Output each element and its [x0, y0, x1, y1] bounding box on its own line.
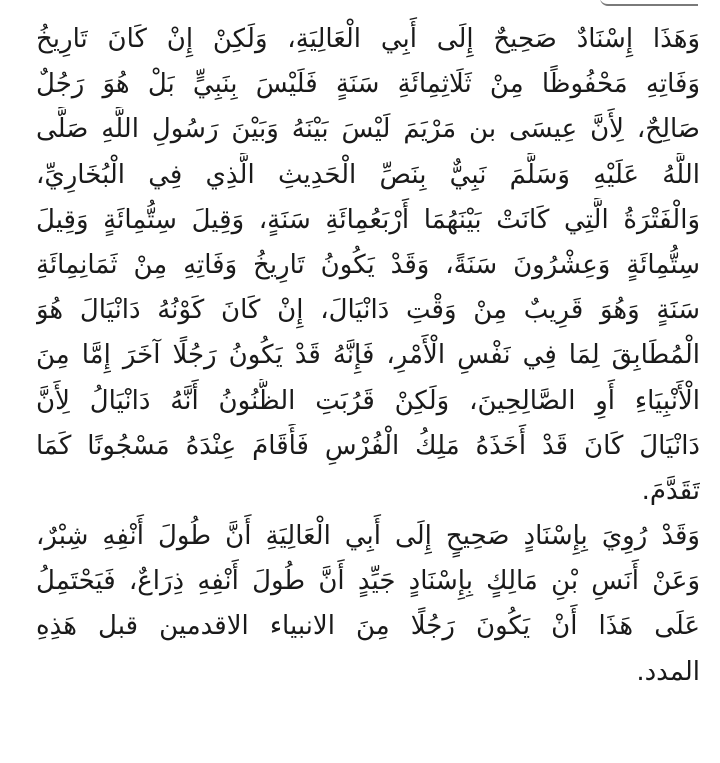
text-line: صَالِحٌ، لِأَنَّ عِيسَى بن مَرْيَمَ لَيْسَ بَيْنَهُ وَبَيْنَ رَسُولِ اللَّهِ صَلَّى — [36, 114, 700, 145]
text-line: الْمُطَابِقَ لِمَا فِي نَفْسِ الْأَمْرِ، فَإِنَّهُ قَدْ يَكُونُ رَجُلًا آخَرَ إِمَّا مِنَ — [36, 340, 700, 371]
text-line: وَعَنْ أَنَسِ بْنِ مَالِكٍ بِإِسْنَادٍ جَيِّدٍ أَنَّ طُولَ أَنْفِهِ ذِرَاعٌ، فَيَحْتَمِلُ — [36, 566, 700, 597]
text-line: وَقَدْ رُوِيَ بِإِسْنَادٍ صَحِيحٍ إِلَى أَبِي الْعَالِيَةِ أَنَّ طُولَ أَنْفِهِ شِبْرٌ، — [36, 521, 700, 552]
text-line: وَهَذَا إِسْنَادٌ صَحِيحٌ إِلَى أَبِي الْعَالِيَةِ، وَلَكِنْ إِنْ كَانَ تَارِيخُ — [36, 24, 700, 54]
text-line: وَفَاتِهِ مَحْفُوظًا مِنْ ثَلَاثِمِائَةِ سَنَةٍ فَلَيْسَ بِنَبِيٍّ بَلْ هُوَ رَجُلٌ — [36, 69, 700, 100]
text-line: اللَّهُ عَلَيْهِ وَسَلَّمَ نَبِيٌّ بِنَصِّ الْحَدِيثِ الَّذِي فِي الْبُخَارِيِّ، — [36, 159, 700, 190]
text-line: سَنَةٍ وَهُوَ قَرِيبٌ مِنْ وَقْتِ دَانْيَالَ، إِنْ كَانَ كَوْنُهُ دَانْيَالَ هُوَ — [36, 295, 700, 326]
text-line: وَالْفَتْرَةُ الَّتِي كَانَتْ بَيْنَهُمَا أَرْبَعُمِائَةِ سَنَةٍ، وَقِيلَ سِتُّمِائَةٍ وَقِيلَ — [36, 204, 700, 235]
arabic-text-body — [36, 17, 700, 695]
text-line: عَلَى هَذَا أَنْ يَكُونَ رَجُلًا مِنَ الانبياء الاقدمين قبل هَذِهِ — [36, 611, 700, 642]
text-line: سِتُّمِائَةٍ وَعِشْرُونَ سَنَةً، وَقَدْ يَكُونُ تَارِيخُ وَفَاتِهِ مِنْ ثَمَانِمِائَةِ — [36, 249, 700, 280]
text-line: دَانْيَالَ كَانَ قَدْ أَخَذَهُ مَلِكُ الْفُرْسِ فَأَقَامَ عِنْدَهُ مَسْجُونًا كَمَا — [36, 430, 700, 461]
text-line: تَقَدَّمَ. — [641, 475, 700, 506]
text-line: الْأَنْبِيَاءِ أَوِ الصَّالِحِينَ، وَلَكِنْ قَرُبَتِ الظُّنُونُ أَنَّهُ دَانْيَالُ لِأَنَّ — [36, 385, 700, 416]
cropped-top-edge — [40, 0, 698, 8]
text-line: المدد. — [636, 656, 700, 687]
